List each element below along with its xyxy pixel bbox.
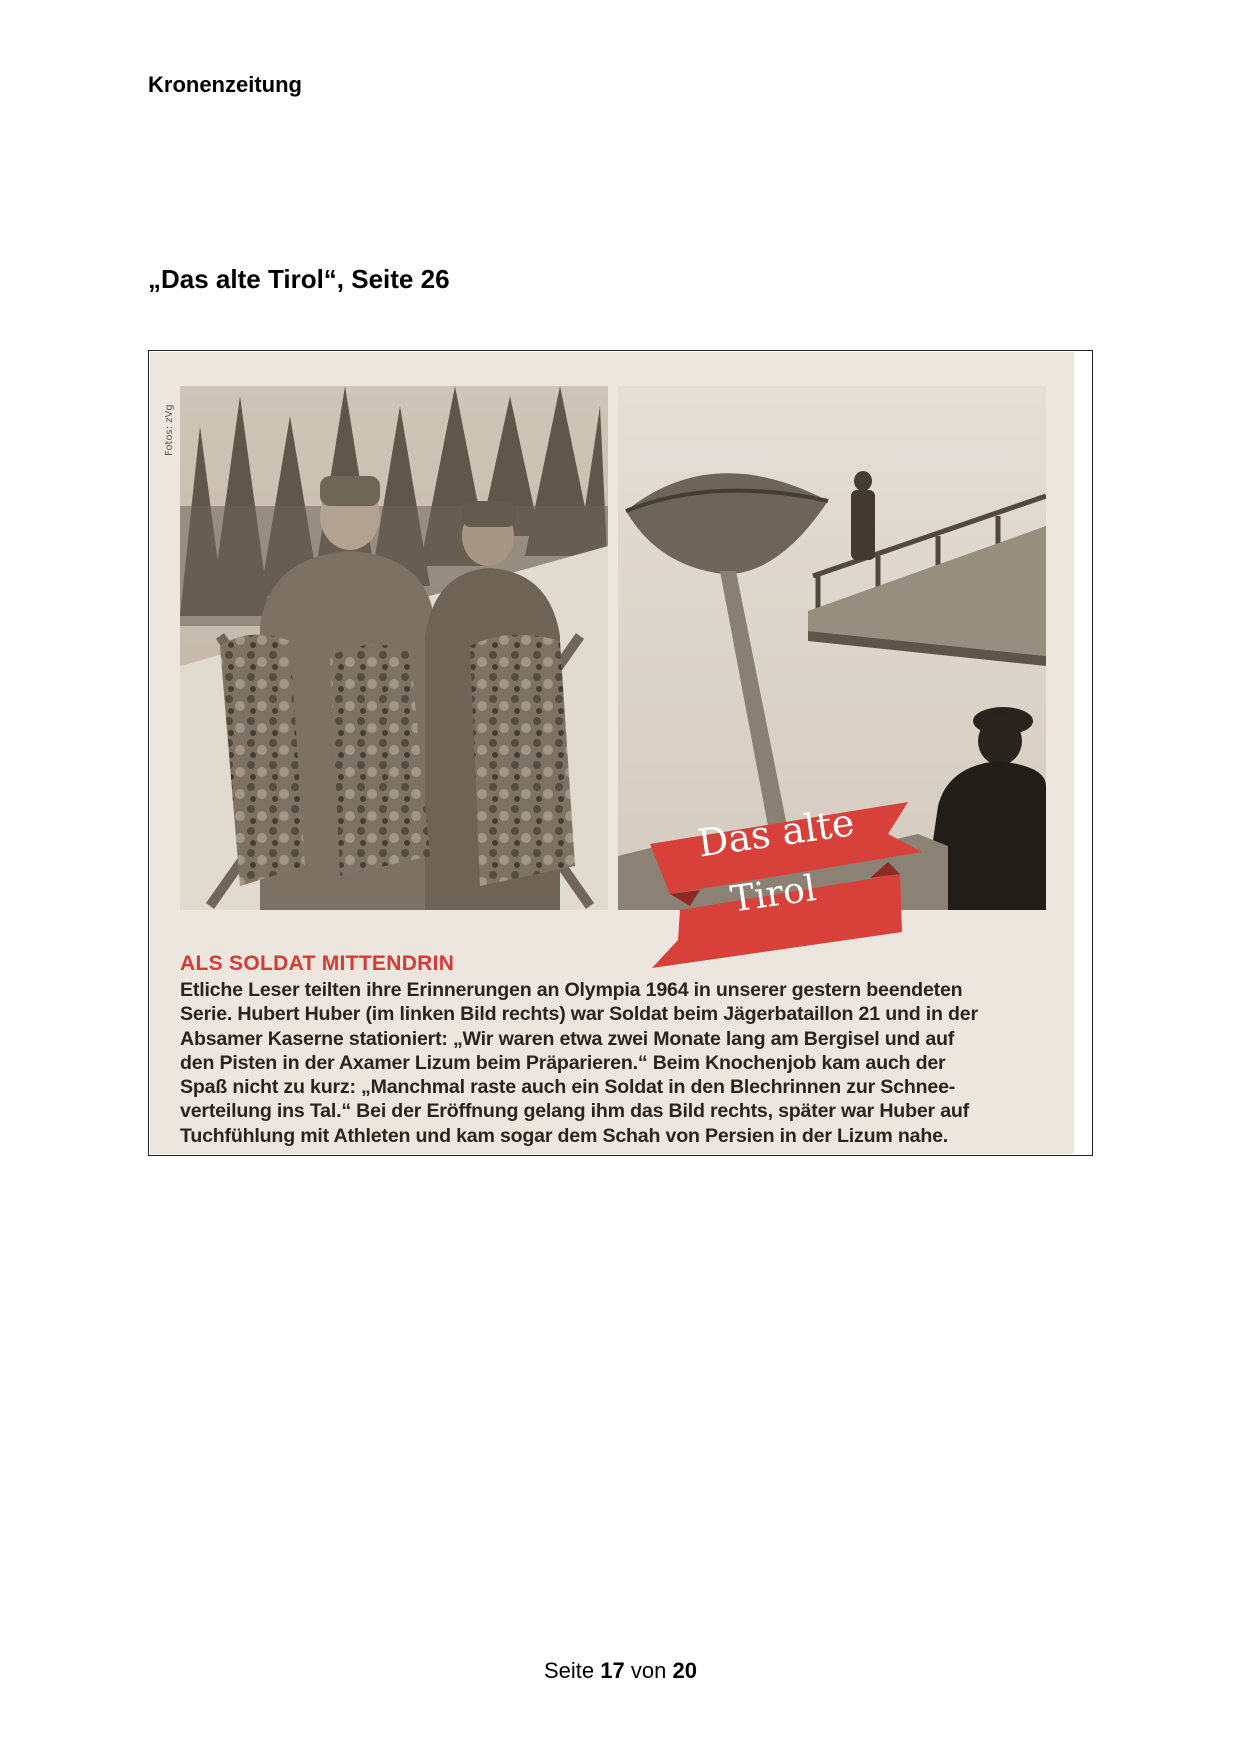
footer-page-number: 17 bbox=[600, 1658, 625, 1683]
photo-soldiers bbox=[180, 386, 608, 910]
footer-prefix: Seite bbox=[544, 1658, 595, 1683]
caption-line: Tuchfühlung mit Athleten und kam sogar dem Schah von Persien in der Lizum nahe. bbox=[180, 1124, 949, 1147]
banner-das-alte-tirol bbox=[640, 782, 930, 972]
page-footer bbox=[0, 1658, 1241, 1684]
footer-middle: von bbox=[630, 1658, 667, 1683]
article-heading: „Das alte Tirol“, Seite 26 bbox=[148, 264, 450, 294]
footer-page-total: 20 bbox=[672, 1658, 697, 1683]
caption-body bbox=[180, 978, 1060, 1148]
caption-line: Serie. Hubert Huber (im linken Bild rechts) war Soldat beim Jägerbataillon 21 und in der bbox=[180, 1003, 978, 1026]
clipping-paper bbox=[150, 352, 1074, 1154]
photo-soldiers-graphic bbox=[180, 386, 608, 910]
clipping-caption bbox=[180, 952, 1060, 1148]
caption-line: Spaß nicht zu kurz: „Manchmal raste auch ein Soldat in den Blechrinnen zur Schnee- bbox=[180, 1076, 956, 1099]
newspaper-clipping bbox=[148, 350, 1093, 1156]
banner-line-2: Tirol bbox=[728, 868, 819, 921]
caption-line: verteilung ins Tal.“ Bei der Eröffnung gelang ihm das Bild rechts, später war Huber auf bbox=[180, 1100, 969, 1123]
caption-line: Etliche Leser teilten ihre Erinnerungen an Olympia 1964 in unserer gestern beendeten bbox=[180, 979, 963, 1001]
photo-credit: Fotos: zVg bbox=[164, 404, 175, 456]
caption-line: Absamer Kaserne stationiert: „Wir waren etwa zwei Monate lang am Bergisel und auf bbox=[180, 1027, 955, 1050]
caption-line: den Pisten in der Axamer Lizum beim Präparieren.“ Beim Knochenjob kam auch der bbox=[180, 1051, 946, 1074]
caption-title: ALS SOLDAT MITTENDRIN bbox=[180, 952, 455, 975]
newspaper-source-label: Kronenzeitung bbox=[148, 72, 302, 97]
banner-line-1: Das alte bbox=[695, 800, 857, 866]
